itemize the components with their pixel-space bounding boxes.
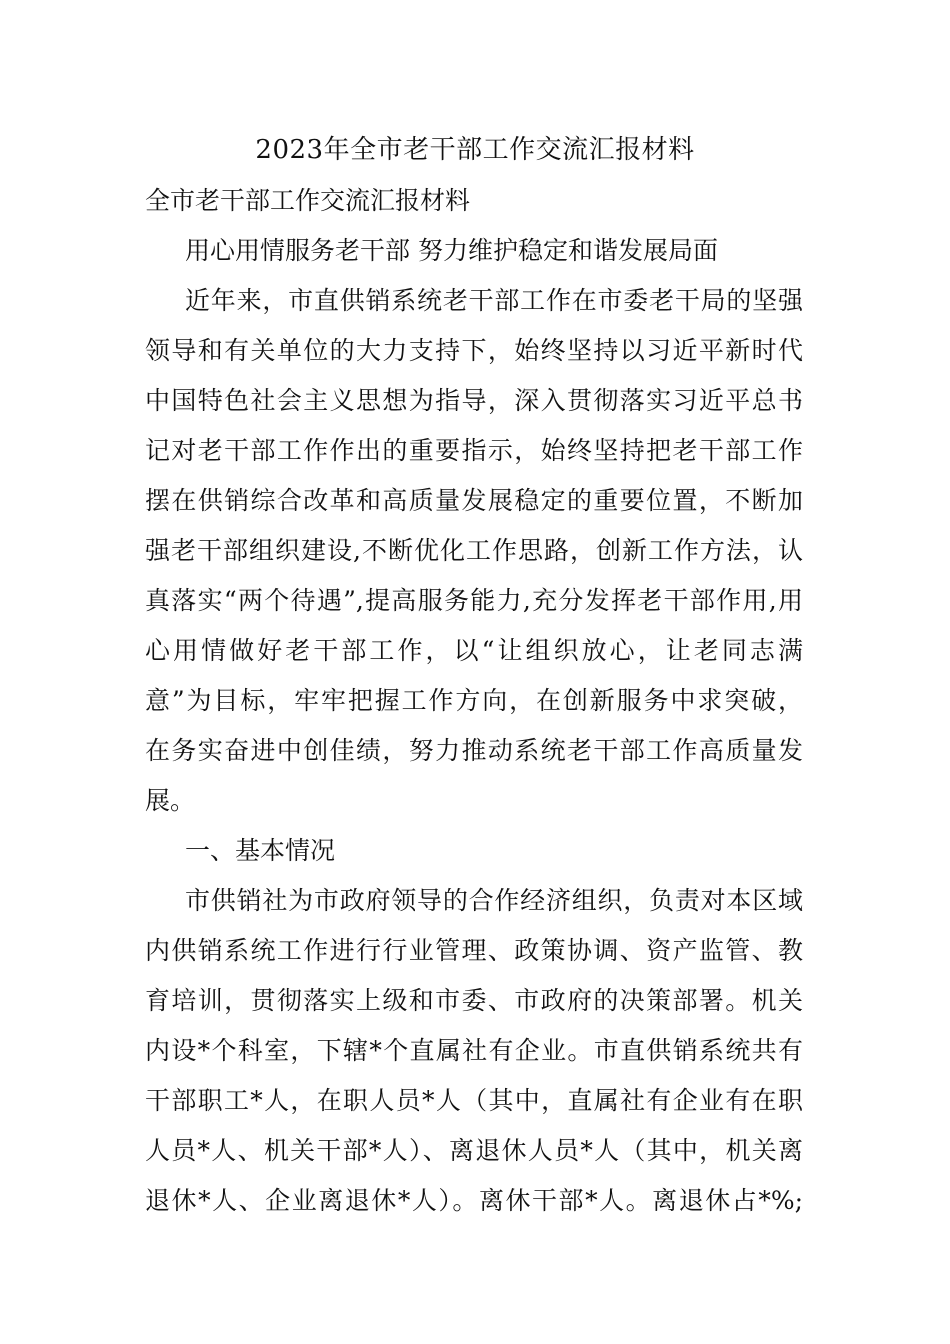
- paragraph-line: 干部职工*人，在职人员*人（其中，直属社有企业有在职: [145, 1086, 803, 1115]
- paragraph-line: 心用情做好老干部工作，以“让组织放心，让老同志满: [145, 636, 803, 665]
- section-1-heading: 一、基本情况: [185, 836, 336, 865]
- paragraph-line: 领导和有关单位的大力支持下，始终坚持以习近平新时代: [145, 336, 803, 365]
- paragraph-line: 强老干部组织建设,不断优化工作思路，创新工作方法，认: [145, 536, 803, 565]
- paragraph-line: 记对老干部工作作出的重要指示，始终坚持把老干部工作: [145, 436, 803, 465]
- paragraph-line: 内供销系统工作进行行业管理、政策协调、资产监管、教: [145, 936, 803, 965]
- section-heading: 用心用情服务老干部 努力维护稳定和谐发展局面: [185, 236, 718, 265]
- paragraph-line: 在务实奋进中创佳绩，努力推动系统老干部工作高质量发: [145, 736, 803, 765]
- document-title: 2023年全市老干部工作交流汇报材料: [255, 135, 695, 165]
- paragraph-line: 近年来，市直供销系统老干部工作在市委老干局的坚强: [185, 286, 803, 315]
- paragraph-line: 人员*人、机关干部*人）、离退休人员*人（其中，机关离: [145, 1136, 803, 1165]
- paragraph-line: 中国特色社会主义思想为指导，深入贯彻落实习近平总书: [145, 386, 803, 415]
- paragraph-line: 摆在供销综合改革和高质量发展稳定的重要位置，不断加: [145, 486, 803, 515]
- paragraph-line: 意”为目标，牢牢把握工作方向，在创新服务中求突破，: [145, 686, 803, 715]
- paragraph-line: 真落实“两个待遇”,提高服务能力,充分发挥老干部作用,用: [145, 586, 803, 615]
- paragraph-line: 内设*个科室，下辖*个直属社有企业。市直供销系统共有: [145, 1036, 803, 1065]
- paragraph-line: 市供销社为市政府领导的合作经济组织，负责对本区域: [185, 886, 803, 915]
- paragraph-line: 展。: [145, 786, 196, 815]
- paragraph-line: 育培训，贯彻落实上级和市委、市政府的决策部署。机关: [145, 986, 803, 1015]
- document-subtitle: 全市老干部工作交流汇报材料: [145, 186, 471, 215]
- paragraph-line: 退休*人、企业离退休*人）。离休干部*人。离退休占*%;: [145, 1186, 803, 1215]
